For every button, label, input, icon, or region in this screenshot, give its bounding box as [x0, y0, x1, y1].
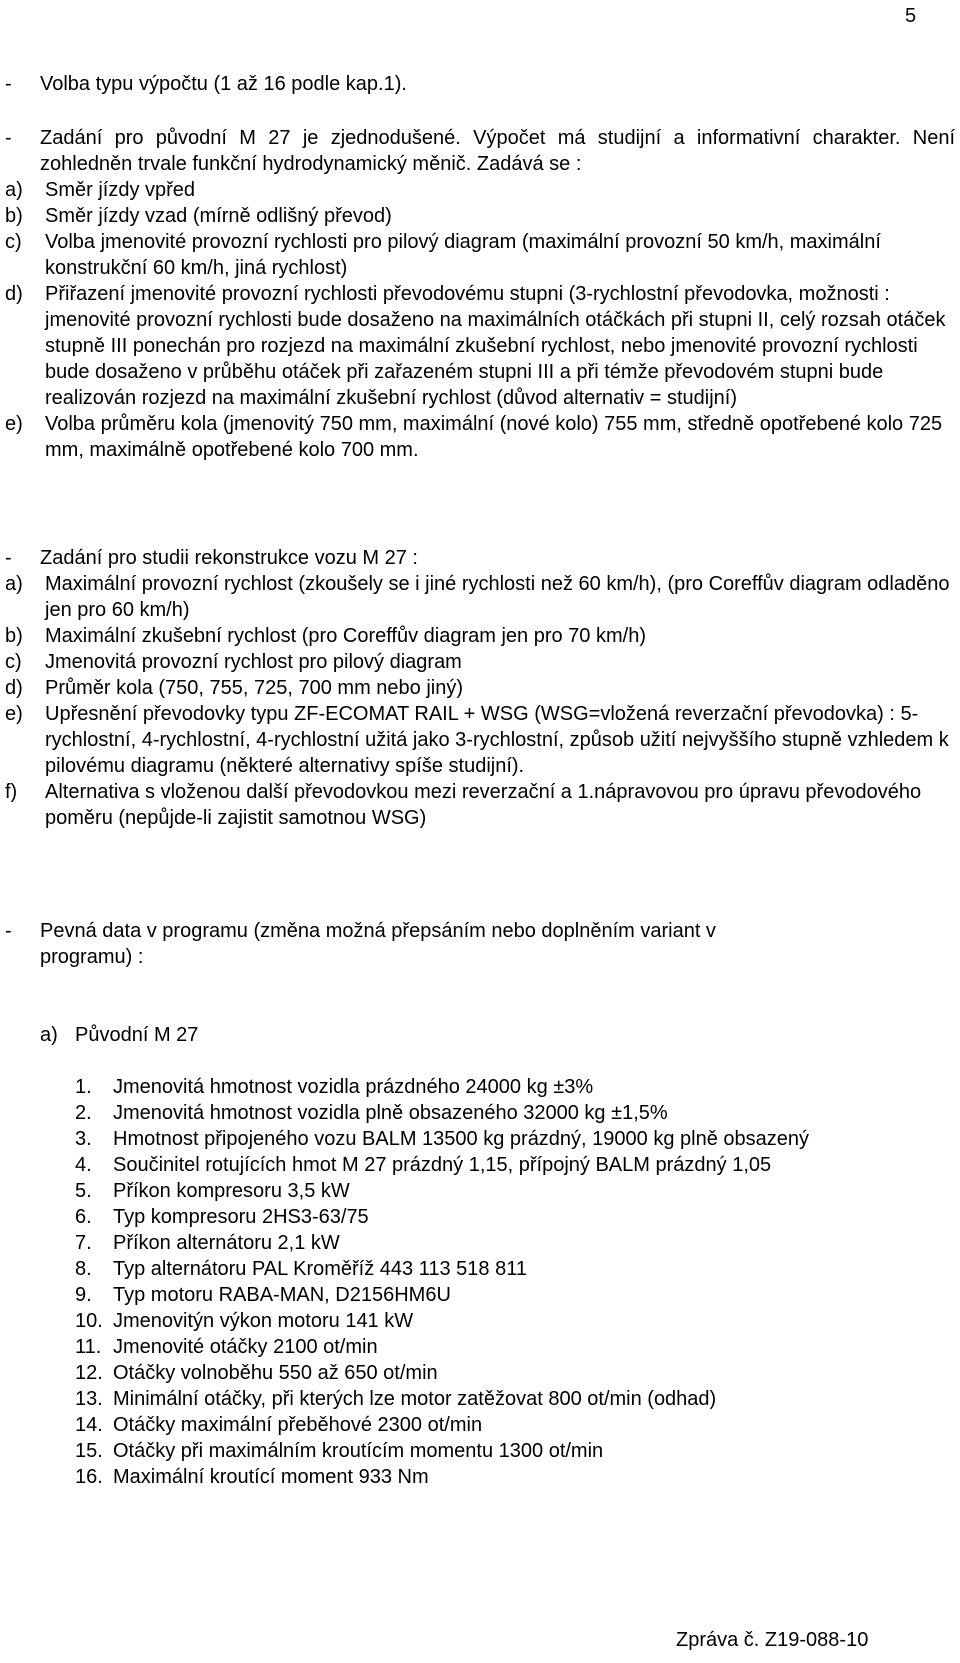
item-label: e) [5, 703, 23, 725]
list-item [5, 571, 955, 623]
item-text: Přiřazení jmenovité provozní rychlosti převodovému stupni (3-rychlostní převodovka, možnosti : jmenovité provozní rychlosti bude dosaženo na maximálních otáčkách při stupni II, celý rozsah otáček stupně III ponechán pro rozjezd na maximální zkušební rychlost, nebo jmenovité provozní rychlosti bude dosaženo v průběhu otáček při zařazeném stupni III a při témže převodovém stupni bude realizován rozjezd na maximální zkušební rychlost (důvod alternativ = studijní) [45, 283, 946, 409]
section-fixed-program-data [5, 918, 955, 970]
section-intro: Pevná data v programu (změna možná přepsáním nebo doplněním variant v programu) : [40, 920, 716, 968]
item-text: Součinitel rotujících hmot M 27 prázdný 1,15, přípojný BALM prázdný 1,05 [113, 1154, 772, 1176]
item-number: 4. [75, 1154, 92, 1176]
list-item [75, 1282, 955, 1308]
item-number: 9. [75, 1284, 92, 1306]
list-item [75, 1126, 873, 1152]
item-text: Maximální kroutící moment 933 Nm [113, 1466, 429, 1488]
list-item [5, 779, 955, 831]
item-label: c) [5, 651, 22, 673]
item-number: 11. [75, 1336, 102, 1358]
item-text: Upřesnění převodovky typu ZF-ECOMAT RAIL + WSG (WSG=vložená reverzační převodovka) : 5-rychlostní, 4-rychlostní, 4-rychlostní užitá jako 3-rychlostní, způsob užití nejvyššího stupně vzhledem k pilovému diagramu (některé alternativy spíše studijní). [45, 703, 949, 777]
section-calculation-type [5, 71, 955, 97]
item-number: 3. [75, 1128, 92, 1150]
item-text: Alternativa s vloženou další převodovkou mezi reverzační a 1.nápravovou pro úpravu převodového poměru (nepůjde-li zajistit samotnou WSG) [45, 781, 922, 829]
item-text: Typ motoru RABA-MAN, D2156HM6U [113, 1284, 451, 1306]
item-number: 8. [75, 1258, 92, 1280]
list-item [5, 203, 955, 229]
item-label: d) [5, 283, 23, 305]
item-label: e) [5, 413, 23, 435]
list-item [5, 281, 955, 411]
item-text: Hmotnost připojeného vozu BALM 13500 kg prázdný, 19000 kg plně obsazený [113, 1128, 810, 1150]
item-text: Otáčky při maximálním kroutícím momentu 1300 ot/min [113, 1440, 604, 1462]
report-number-footer: Zpráva č. Z19-088-10 [676, 1629, 869, 1651]
list-item [75, 1256, 955, 1282]
list-item [75, 1308, 955, 1334]
item-text: Směr jízdy vpřed [45, 179, 196, 201]
item-number: 7. [75, 1232, 92, 1254]
item-number: 15. [75, 1440, 103, 1462]
list-item [75, 1360, 955, 1386]
item-number: 16. [75, 1466, 103, 1488]
bullet-dash: - [5, 127, 12, 149]
item-text: Jmenovitýn výkon motoru 141 kW [113, 1310, 414, 1332]
item-text: Maximální provozní rychlost (zkoušely se i jiné rychlosti než 60 km/h), (pro Coreffův diagram odladěno jen pro 60 km/h) [45, 573, 950, 621]
item-text: Volba jmenovité provozní rychlosti pro pilový diagram (maximální provozní 50 km/h, maximální konstrukční 60 km/h, jiná rychlost) [45, 231, 881, 279]
list-item [75, 1074, 955, 1100]
item-number: 6. [75, 1206, 92, 1228]
list-item [75, 1152, 955, 1178]
item-number: 1. [75, 1076, 92, 1098]
section-reconstruction-study [5, 545, 955, 831]
item-text: Typ alternátoru PAL Kroměříž 443 113 518 811 [113, 1258, 527, 1280]
bullet-dash: - [5, 73, 12, 95]
item-text: Průměr kola (750, 755, 725, 700 mm nebo jiný) [45, 677, 463, 699]
list-item [75, 1178, 955, 1204]
item-text: Otáčky volnoběhu 550 až 650 ot/min [113, 1362, 438, 1384]
list-item [75, 1230, 955, 1256]
item-number: 2. [75, 1102, 92, 1124]
item-text: Příkon kompresoru 3,5 kW [113, 1180, 350, 1202]
list-item [5, 411, 955, 463]
item-text: Směr jízdy vzad (mírně odlišný převod) [45, 205, 392, 227]
list-item [75, 1334, 955, 1360]
item-text: Jmenovitá hmotnost vozidla prázdného 24000 kg ±3% [113, 1076, 594, 1098]
list-item [5, 623, 955, 649]
list-item [5, 701, 955, 779]
list-item [75, 1438, 955, 1464]
list-item [75, 1204, 955, 1230]
list-item [5, 649, 955, 675]
subsection-title: Původní M 27 [75, 1024, 199, 1046]
list-item [75, 1386, 955, 1412]
item-number: 13. [75, 1388, 103, 1410]
subsection-label: a) [40, 1024, 58, 1046]
item-label: f) [5, 781, 18, 803]
item-text: Otáčky maximální přeběhové 2300 ot/min [113, 1414, 483, 1436]
item-text: Jmenovitá hmotnost vozidla plně obsazeného 32000 kg ±1,5% [113, 1102, 668, 1124]
list-item [5, 675, 955, 701]
item-number: 12. [75, 1362, 103, 1384]
list-item [5, 229, 955, 281]
item-text: Jmenovitá provozní rychlost pro pilový diagram [45, 651, 462, 673]
item-text: Volba průměru kola (jmenovitý 750 mm, maximální (nové kolo) 755 mm, středně opotřebené kolo 725 mm, maximálně opotřebené kolo 700 mm. [45, 413, 943, 461]
list-item [75, 1412, 955, 1438]
section-text: Volba typu výpočtu (1 až 16 podle kap.1). [40, 73, 407, 95]
item-text: Maximální zkušební rychlost (pro Coreffův diagram jen pro 70 km/h) [45, 625, 646, 647]
item-label: c) [5, 231, 22, 253]
item-label: d) [5, 677, 23, 699]
fixed-data-list [75, 1074, 955, 1490]
section-original-m27-input [5, 125, 955, 463]
item-number: 10. [75, 1310, 103, 1332]
bullet-dash: - [5, 547, 12, 569]
item-text: Jmenovité otáčky 2100 ot/min [113, 1336, 378, 1358]
bullet-dash: - [5, 920, 12, 942]
item-number: 14. [75, 1414, 103, 1436]
list-item [75, 1464, 955, 1490]
item-label: a) [5, 179, 23, 201]
item-text: Typ kompresoru 2HS3-63/75 [113, 1206, 369, 1228]
page-number: 5 [905, 5, 917, 27]
list-item [75, 1100, 955, 1126]
item-label: b) [5, 625, 23, 647]
section-intro: Zadání pro původní M 27 je zjednodušené. Výpočet má studijní a informativní charakter. Není zohledněn trvale funkční hydrodynamický měnič. Zadává se : [40, 127, 955, 175]
item-number: 5. [75, 1180, 92, 1202]
item-label: a) [5, 573, 23, 595]
item-text: Příkon alternátoru 2,1 kW [113, 1232, 340, 1254]
item-label: b) [5, 205, 23, 227]
section-intro: Zadání pro studii rekonstrukce vozu M 27 : [40, 547, 418, 569]
list-item [5, 177, 955, 203]
subsection-original-m27 [5, 1022, 955, 1048]
item-text: Minimální otáčky, při kterých lze motor zatěžovat 800 ot/min (odhad) [113, 1388, 717, 1410]
